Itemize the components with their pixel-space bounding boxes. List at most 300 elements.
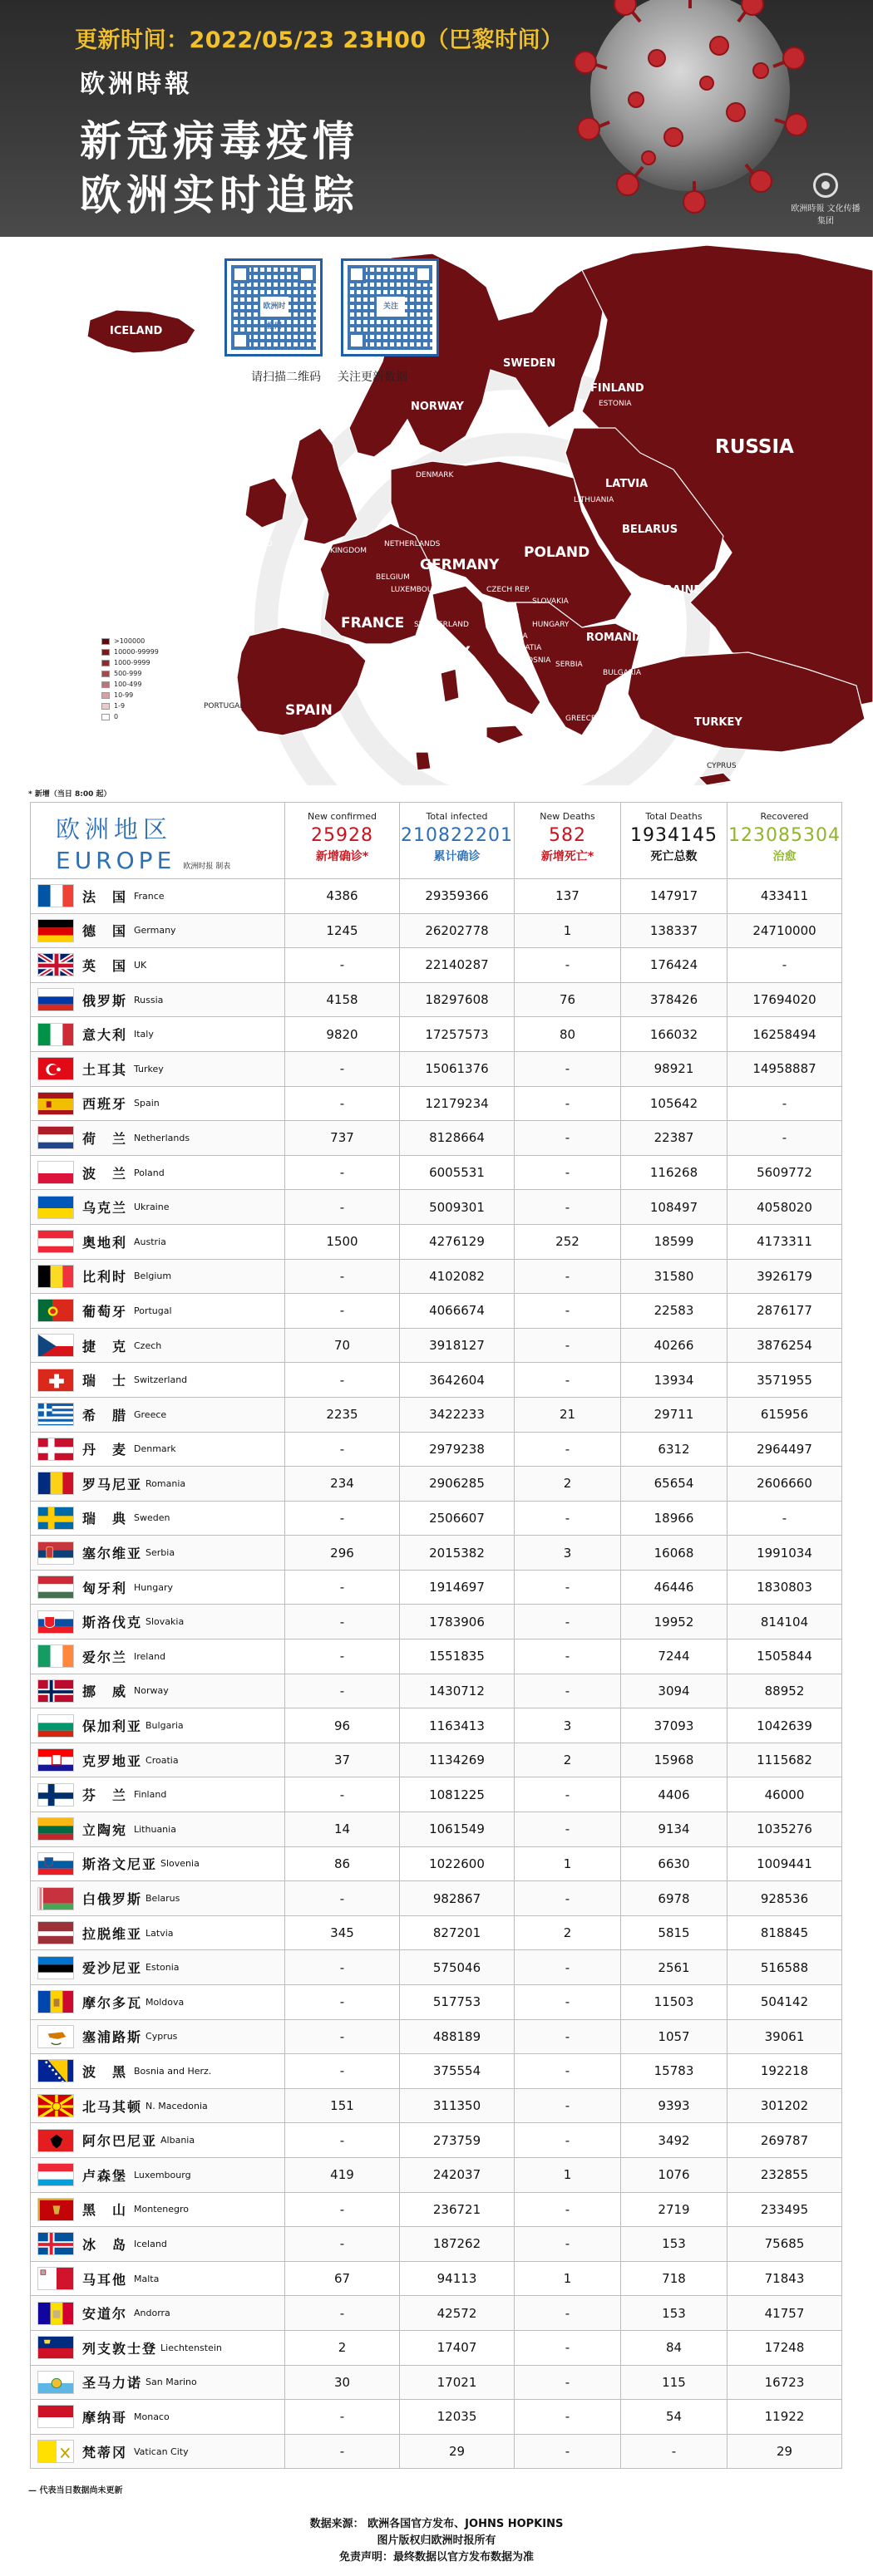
- country-name-en: Russia: [134, 994, 164, 1005]
- total-infected-cell: 2015382: [400, 1536, 515, 1571]
- map-label-portugal: PORTUGAL: [204, 702, 244, 710]
- country-name-cn: 冰 岛: [82, 2236, 128, 2253]
- total-deaths-cell: 22387: [621, 1121, 728, 1156]
- new-confirmed-cell: -: [285, 2400, 400, 2435]
- qr-caption-right: 关注更新数据: [338, 371, 407, 384]
- recovered-cell: 5609772: [728, 1155, 842, 1190]
- total-new-deaths: 582: [549, 825, 586, 846]
- table-row: [31, 2365, 842, 2400]
- total-infected-cell: 273759: [400, 2123, 515, 2158]
- new-confirmed-cell: -: [285, 2296, 400, 2331]
- country-cell: [31, 1294, 285, 1329]
- total-infected-cell: 3642604: [400, 1363, 515, 1398]
- new-deaths-cell: -: [515, 2019, 621, 2054]
- legend-swatch: [101, 660, 110, 666]
- new-deaths-cell: -: [515, 1674, 621, 1708]
- qr-caption-left: 请扫描二维码: [251, 371, 321, 384]
- country-name-en: Austria: [134, 1236, 166, 1247]
- table-row: [31, 1121, 842, 1156]
- country-cell: [31, 913, 285, 948]
- new-confirmed-cell: -: [285, 2192, 400, 2227]
- country-name-en: Croatia: [146, 1754, 179, 1766]
- new-confirmed-cell: -: [285, 1086, 400, 1121]
- total-deaths-cell: 15783: [621, 2054, 728, 2089]
- country-cell: [31, 2400, 285, 2435]
- flag-bg-icon: [37, 1714, 74, 1738]
- total-deaths-cell: 153: [621, 2227, 728, 2262]
- new-confirmed-cell: -: [285, 948, 400, 983]
- table-row: [31, 879, 842, 914]
- legend-swatch: [101, 671, 110, 677]
- flag-fr-icon: [37, 884, 74, 907]
- country-name-cn: 俄罗斯: [82, 992, 128, 1009]
- country-cell: [31, 2434, 285, 2469]
- table-header-row: [31, 803, 842, 879]
- country-cell: [31, 1017, 285, 1052]
- table-row: [31, 1915, 842, 1950]
- country-cell: [31, 1467, 285, 1502]
- recovered-cell: -: [728, 1086, 842, 1121]
- new-confirmed-cell: 30: [285, 2365, 400, 2400]
- legend-label: 10000-99999: [114, 648, 159, 656]
- country-name-cn: 荷 兰: [82, 1130, 128, 1147]
- flag-nl-icon: [37, 1126, 74, 1149]
- total-deaths-cell: 6312: [621, 1432, 728, 1467]
- country-cell: [31, 1950, 285, 1985]
- flag-dk-icon: [37, 1438, 74, 1461]
- table-row: [31, 1605, 842, 1639]
- country-name-en: Slovenia: [160, 1858, 200, 1870]
- new-deaths-cell: -: [515, 2434, 621, 2469]
- new-confirmed-cell: 1245: [285, 913, 400, 948]
- qr-code-wechat[interactable]: 关注: [341, 258, 439, 356]
- total-infected-cell: 1134269: [400, 1743, 515, 1777]
- recovered-cell: 233495: [728, 2192, 842, 2227]
- total-infected-cell: 311350: [400, 2088, 515, 2123]
- flag-tr-icon: [37, 1057, 74, 1080]
- total-deaths-cell: 29711: [621, 1397, 728, 1432]
- total-infected-cell: 375554: [400, 2054, 515, 2089]
- country-name-cn: 卢森堡: [82, 2167, 128, 2184]
- flag-cz-icon: [37, 1334, 74, 1357]
- new-confirmed-cell: -: [285, 1639, 400, 1674]
- table-row: [31, 2019, 842, 2054]
- country-name-en: Vatican City: [134, 2446, 189, 2457]
- recovered-cell: 88952: [728, 1674, 842, 1708]
- new-confirmed-cell: -: [285, 1155, 400, 1190]
- country-name-en: Ireland: [134, 1650, 166, 1662]
- table-row: [31, 1881, 842, 1916]
- country-name-en: Andorra: [134, 2308, 170, 2319]
- legend-swatch: [101, 638, 110, 645]
- recovered-cell: -: [728, 1501, 842, 1536]
- new-deaths-cell: 3: [515, 1708, 621, 1743]
- map-label-croatia: CROATIA: [509, 644, 542, 652]
- new-confirmed-cell: 4158: [285, 982, 400, 1017]
- new-deaths-cell: 1: [515, 2157, 621, 2192]
- recovered-cell: 1035276: [728, 1812, 842, 1847]
- total-infected-cell: 42572: [400, 2296, 515, 2331]
- country-name-cn: 匈牙利: [82, 1580, 128, 1596]
- new-confirmed-cell: -: [285, 2019, 400, 2054]
- new-confirmed-cell: -: [285, 1674, 400, 1708]
- total-deaths-cell: 3094: [621, 1674, 728, 1708]
- new-confirmed-cell: -: [285, 1051, 400, 1086]
- total-infected-cell: 827201: [400, 1915, 515, 1950]
- new-deaths-cell: -: [515, 1950, 621, 1985]
- total-deaths-cell: 18599: [621, 1224, 728, 1259]
- recovered-cell: 1830803: [728, 1570, 842, 1605]
- country-name-en: Greece: [134, 1408, 167, 1420]
- country-cell: [31, 2365, 285, 2400]
- flag-lv-icon: [37, 1921, 74, 1944]
- country-cell: [31, 1259, 285, 1294]
- recovered-cell: 46000: [728, 1777, 842, 1812]
- new-confirmed-cell: -: [285, 2227, 400, 2262]
- recovered-cell: 4173311: [728, 1224, 842, 1259]
- new-deaths-cell: -: [515, 1881, 621, 1916]
- recovered-cell: 29: [728, 2434, 842, 2469]
- map-label-netherlands: NETHERLANDS: [384, 540, 441, 548]
- new-deaths-cell: -: [515, 2054, 621, 2089]
- country-name-cn: 葡萄牙: [82, 1303, 128, 1320]
- legend-swatch: [101, 692, 110, 699]
- new-deaths-cell: -: [515, 1363, 621, 1398]
- new-deaths-cell: -: [515, 2192, 621, 2227]
- table-row: [31, 1294, 842, 1329]
- country-name-en: Iceland: [134, 2238, 167, 2249]
- recovered-cell: 2964497: [728, 1432, 842, 1467]
- recovered-cell: 269787: [728, 2123, 842, 2158]
- table-row: [31, 1846, 842, 1881]
- total-deaths-cell: 4406: [621, 1777, 728, 1812]
- recovered-cell: 1115682: [728, 1743, 842, 1777]
- country-name-cn: 德 国: [82, 923, 128, 940]
- new-confirmed-cell: 4386: [285, 879, 400, 914]
- col-total-infected: Total infected 210822201 累计确诊: [400, 803, 515, 879]
- new-confirmed-cell: 70: [285, 1328, 400, 1363]
- map-label-lithuania: LITHUANIA: [574, 496, 614, 504]
- flag-it-icon: [37, 1023, 74, 1046]
- new-deaths-cell: 1: [515, 913, 621, 948]
- map-label-hungary: HUNGARY: [532, 621, 570, 629]
- map-label-bulgaria: BULGARIA: [603, 669, 641, 677]
- country-name-en: Luxembourg: [134, 2169, 191, 2180]
- legend-item: [101, 711, 159, 722]
- flag-fi-icon: [37, 1783, 74, 1807]
- country-name-en: Latvia: [146, 1927, 174, 1939]
- new-confirmed-cell: -: [285, 1501, 400, 1536]
- country-name-cn: 斯洛伐克: [82, 1615, 143, 1631]
- total-deaths-cell: 115: [621, 2365, 728, 2400]
- new-confirmed-cell: 86: [285, 1846, 400, 1881]
- country-name-cn: 波 黑: [82, 2063, 128, 2080]
- total-infected-cell: 517753: [400, 1985, 515, 2020]
- flag-ad-icon: [37, 2302, 74, 2325]
- country-name-en: N. Macedonia: [146, 2100, 208, 2111]
- table-row: [31, 1985, 842, 2020]
- flag-ie-icon: [37, 1644, 74, 1668]
- table-row: [31, 2157, 842, 2192]
- total-deaths-cell: 15968: [621, 1743, 728, 1777]
- country-name-en: Poland: [134, 1167, 165, 1178]
- total-infected-cell: 1783906: [400, 1605, 515, 1639]
- country-cell: [31, 1501, 285, 1536]
- total-deaths-cell: 13934: [621, 1363, 728, 1398]
- publisher-logo: [788, 173, 863, 226]
- total-deaths-cell: 116268: [621, 1155, 728, 1190]
- country-name-cn: 保加利亚: [82, 1718, 143, 1735]
- recovered-cell: 75685: [728, 2227, 842, 2262]
- total-deaths-cell: 31580: [621, 1259, 728, 1294]
- new-deaths-cell: -: [515, 1777, 621, 1812]
- country-name-en: Germany: [134, 925, 176, 937]
- flag-ee-icon: [37, 1956, 74, 1979]
- new-confirmed-cell: -: [285, 1190, 400, 1225]
- table-row: [31, 1259, 842, 1294]
- map-label-russia: RUSSIA: [715, 436, 794, 458]
- country-name-en: Ukraine: [134, 1202, 170, 1213]
- table-row: [31, 982, 842, 1017]
- region-sub: 欧洲时报 制表: [183, 863, 231, 871]
- new-confirmed-cell: 2235: [285, 1397, 400, 1432]
- country-name-cn: 马耳他: [82, 2271, 128, 2288]
- table-row: [31, 913, 842, 948]
- table-row: [31, 1224, 842, 1259]
- map-legend: [101, 636, 159, 722]
- country-name-en: Albania: [160, 2135, 195, 2146]
- total-deaths-cell: 2561: [621, 1950, 728, 1985]
- total-deaths-cell: 1057: [621, 2019, 728, 2054]
- legend-label: 0: [114, 713, 119, 720]
- map-label-romania: ROMANIA: [586, 632, 644, 644]
- recovered-cell: 301202: [728, 2088, 842, 2123]
- map-label-slovenia: SLOVENIA: [491, 632, 528, 641]
- country-cell: [31, 1432, 285, 1467]
- country-cell: [31, 2019, 285, 2054]
- new-confirmed-cell: -: [285, 2434, 400, 2469]
- total-deaths-cell: 108497: [621, 1190, 728, 1225]
- new-deaths-cell: 2: [515, 1915, 621, 1950]
- map-label-slovakia: SLOVAKIA: [532, 597, 569, 606]
- new-confirmed-cell: 9820: [285, 1017, 400, 1052]
- headline-line1: 新冠病毒疫情: [80, 117, 359, 165]
- total-infected-cell: 29: [400, 2434, 515, 2469]
- new-deaths-cell: 2: [515, 1467, 621, 1502]
- recovered-cell: 24710000: [728, 913, 842, 948]
- new-confirmed-cell: 296: [285, 1536, 400, 1571]
- region-cn: 欧洲地区: [56, 815, 173, 843]
- flag-rs-icon: [37, 1541, 74, 1565]
- table-row: [31, 2296, 842, 2331]
- country-name-cn: 挪 威: [82, 1684, 128, 1700]
- legend-item: [101, 657, 159, 668]
- country-cell: [31, 2296, 285, 2331]
- total-deaths-cell: 5815: [621, 1915, 728, 1950]
- total-deaths-cell: 9393: [621, 2088, 728, 2123]
- new-deaths-cell: 137: [515, 879, 621, 914]
- total-infected-cell: 187262: [400, 2227, 515, 2262]
- new-deaths-cell: -: [515, 1294, 621, 1329]
- country-cell: [31, 1121, 285, 1156]
- recovered-cell: 16258494: [728, 1017, 842, 1052]
- country-name-en: Slovakia: [146, 1616, 185, 1628]
- country-cell: [31, 1777, 285, 1812]
- country-name-cn: 罗马尼亚: [82, 1476, 143, 1492]
- total-infected-cell: 5009301: [400, 1190, 515, 1225]
- legend-swatch: [101, 714, 110, 720]
- header-banner: [0, 0, 873, 237]
- new-deaths-cell: -: [515, 2330, 621, 2365]
- country-cell: [31, 1915, 285, 1950]
- country-name-cn: 瑞 典: [82, 1511, 128, 1527]
- country-cell: [31, 1051, 285, 1086]
- legend-label: 100-499: [114, 681, 142, 688]
- legend-item: [101, 701, 159, 711]
- legend-item: [101, 668, 159, 679]
- table-row: [31, 2088, 842, 2123]
- map-label-ireland: IRELAND: [239, 540, 273, 548]
- total-deaths-cell: 147917: [621, 879, 728, 914]
- new-deaths-cell: -: [515, 1051, 621, 1086]
- recovered-cell: 2606660: [728, 1467, 842, 1502]
- table-row: [31, 2330, 842, 2365]
- country-cell: [31, 2054, 285, 2089]
- total-deaths-cell: 6630: [621, 1846, 728, 1881]
- country-cell: [31, 879, 285, 914]
- map-label-france: FRANCE: [341, 615, 405, 632]
- europe-map: [0, 237, 873, 785]
- new-confirmed-cell: 2: [285, 2330, 400, 2365]
- table-row: [31, 2192, 842, 2227]
- flag-es-icon: [37, 1092, 74, 1115]
- new-deaths-cell: -: [515, 1570, 621, 1605]
- new-deaths-cell: -: [515, 2123, 621, 2158]
- legend-label: >100000: [114, 637, 146, 645]
- total-infected-cell: 26202778: [400, 913, 515, 948]
- total-deaths-cell: -: [621, 2434, 728, 2469]
- table-row: [31, 1812, 842, 1847]
- flag-sk-icon: [37, 1610, 74, 1634]
- new-confirmed-cell: 151: [285, 2088, 400, 2123]
- new-confirmed-cell: 14: [285, 1812, 400, 1847]
- recovered-cell: -: [728, 1121, 842, 1156]
- recovered-cell: 3926179: [728, 1259, 842, 1294]
- country-name-cn: 法 国: [82, 888, 128, 905]
- total-infected-cell: 17021: [400, 2365, 515, 2400]
- country-name-en: Malta: [134, 2273, 160, 2284]
- total-deaths-cell: 54: [621, 2400, 728, 2435]
- country-cell: [31, 2227, 285, 2262]
- total-deaths-cell: 40266: [621, 1328, 728, 1363]
- total-infected-cell: 236721: [400, 2192, 515, 2227]
- country-cell: [31, 1397, 285, 1432]
- country-name-cn: 西班牙: [82, 1096, 128, 1113]
- flag-mc-icon: [37, 2405, 74, 2428]
- country-name-en: Monaco: [134, 2411, 170, 2422]
- map-label-spain: SPAIN: [285, 702, 333, 719]
- logo-icon: [813, 173, 838, 198]
- country-name-en: Lithuania: [134, 1823, 176, 1835]
- country-name-en: Cyprus: [146, 2031, 178, 2043]
- new-confirmed-cell: -: [285, 1777, 400, 1812]
- new-confirmed-cell: -: [285, 1432, 400, 1467]
- country-name-cn: 斯洛文尼亚: [82, 1856, 158, 1873]
- country-name-en: Czech: [134, 1340, 162, 1351]
- total-deaths-cell: 1076: [621, 2157, 728, 2192]
- flag-by-icon: [37, 1887, 74, 1910]
- map-label-belarus: BELARUS: [622, 524, 678, 536]
- country-cell: [31, 1605, 285, 1639]
- total-deaths-cell: 378426: [621, 982, 728, 1017]
- total-deaths-cell: 22583: [621, 1294, 728, 1329]
- recovered-cell: 516588: [728, 1950, 842, 1985]
- new-deaths-cell: -: [515, 1190, 621, 1225]
- flag-se-icon: [37, 1507, 74, 1530]
- country-name-en: Hungary: [134, 1581, 173, 1593]
- country-name-cn: 阿尔巴尼亚: [82, 2133, 158, 2150]
- country-name-en: Romania: [146, 1477, 186, 1489]
- col-new-confirmed: New confirmed 25928 新增确诊*: [285, 803, 400, 879]
- total-infected-cell: 22140287: [400, 948, 515, 983]
- total-infected-cell: 4276129: [400, 1224, 515, 1259]
- map-label-serbia: SERBIA: [555, 661, 583, 669]
- total-deaths-cell: 3492: [621, 2123, 728, 2158]
- map-label-switzerland: SWITZERLAND: [414, 621, 469, 629]
- new-deaths-cell: 1: [515, 2261, 621, 2296]
- total-deaths-cell: 153: [621, 2296, 728, 2331]
- country-cell: [31, 1086, 285, 1121]
- total-infected-cell: 1551835: [400, 1639, 515, 1674]
- recovered-cell: 433411: [728, 879, 842, 914]
- flag-uk-icon: [37, 953, 74, 976]
- new-deaths-cell: -: [515, 1086, 621, 1121]
- table-row: [31, 1950, 842, 1985]
- new-deaths-cell: 21: [515, 1397, 621, 1432]
- region-en: EUROPE: [56, 847, 176, 874]
- legend-label: 10-99: [114, 691, 134, 699]
- total-deaths-cell: 98921: [621, 1051, 728, 1086]
- footer-disclaimer: 免责声明：最终数据以官方发布数据为准: [338, 2551, 534, 2564]
- table-row: [31, 1017, 842, 1052]
- qr-code-website[interactable]: 欧洲时报网: [224, 258, 323, 356]
- coronavirus-illustration: [549, 0, 823, 237]
- recovered-cell: 3876254: [728, 1328, 842, 1363]
- new-deaths-cell: -: [515, 1501, 621, 1536]
- table-row: [31, 1467, 842, 1502]
- country-name-en: UK: [134, 959, 147, 971]
- total-new-confirmed: 25928: [311, 825, 373, 846]
- total-deaths-cell: 7244: [621, 1639, 728, 1674]
- recovered-cell: 16723: [728, 2365, 842, 2400]
- table-row: [31, 2123, 842, 2158]
- table-row: [31, 1536, 842, 1571]
- recovered-cell: 17248: [728, 2330, 842, 2365]
- new-deaths-cell: 2: [515, 1743, 621, 1777]
- country-name-en: Liechtenstein: [160, 2342, 222, 2353]
- country-name-en: San Marino: [146, 2377, 197, 2388]
- flag-ru-icon: [37, 988, 74, 1011]
- total-deaths-cell: 46446: [621, 1570, 728, 1605]
- legend-item: [101, 679, 159, 690]
- total-recovered: 123085304: [728, 825, 841, 846]
- update-time: 更新时间：2022/05/23 23H00（巴黎时间）: [75, 27, 564, 53]
- new-deaths-cell: -: [515, 2227, 621, 2262]
- recovered-cell: 17694020: [728, 982, 842, 1017]
- table-row: [31, 2054, 842, 2089]
- country-cell: [31, 1536, 285, 1571]
- table-row: [31, 1639, 842, 1674]
